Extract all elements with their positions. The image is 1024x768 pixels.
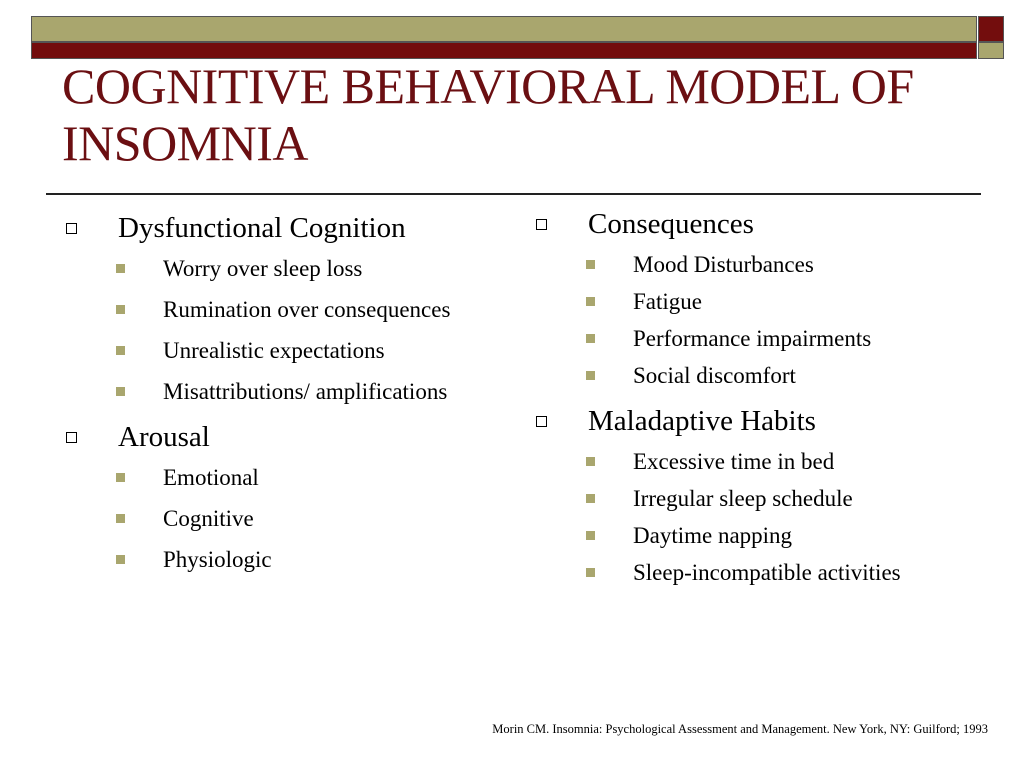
square-bullet-icon [586, 260, 595, 269]
list-item [586, 248, 992, 282]
square-bullet-icon [586, 457, 595, 466]
square-bullet-icon [116, 514, 125, 523]
list-item [116, 502, 502, 536]
list-item [116, 293, 502, 327]
square-bullet-icon [116, 473, 125, 482]
sub-list [62, 252, 502, 409]
header-red-bar [31, 42, 977, 59]
left-column [62, 210, 502, 587]
header-red-square [978, 16, 1004, 42]
list-item-text: Mood Disturbances [633, 252, 814, 277]
list-item-text: Physiologic [163, 547, 272, 572]
square-bullet-icon [586, 297, 595, 306]
sub-list [532, 445, 992, 590]
list-item-text: Worry over sleep loss [163, 256, 363, 281]
bullet-heading: Consequences [588, 208, 754, 240]
square-bullet-icon [586, 568, 595, 577]
list-item-text: Daytime napping [633, 523, 793, 548]
square-bullet-icon [586, 371, 595, 380]
list-item [586, 359, 992, 393]
hollow-square-bullet-icon [536, 416, 547, 427]
list-item-text: Cognitive [163, 506, 254, 531]
hollow-square-bullet-icon [66, 432, 77, 443]
list-item-text: Emotional [163, 465, 259, 490]
bullet-consequences [532, 206, 992, 242]
bullet-maladaptive-habits [532, 403, 992, 439]
hollow-square-bullet-icon [66, 223, 77, 234]
hollow-square-bullet-icon [536, 219, 547, 230]
list-item-text: Unrealistic expectations [163, 338, 385, 363]
list-item [116, 375, 502, 409]
list-item [586, 322, 992, 356]
list-item-text: Rumination over consequences [163, 297, 451, 322]
header-olive-bar [31, 16, 977, 42]
list-item-text: Sleep-incompatible activities [633, 560, 901, 585]
list-item [586, 519, 992, 553]
list-item [116, 252, 502, 286]
list-item [116, 461, 502, 495]
bullet-heading: Maladaptive Habits [588, 405, 816, 437]
square-bullet-icon [586, 494, 595, 503]
square-bullet-icon [586, 334, 595, 343]
square-bullet-icon [116, 555, 125, 564]
square-bullet-icon [586, 531, 595, 540]
list-item-text: Irregular sleep schedule [633, 486, 853, 511]
list-item-text: Fatigue [633, 289, 702, 314]
title-divider [46, 193, 981, 195]
list-item [116, 543, 502, 577]
bullet-heading: Dysfunctional Cognition [118, 212, 406, 244]
header-olive-square [978, 42, 1004, 59]
bullet-arousal [62, 419, 502, 455]
list-item [586, 285, 992, 319]
list-item-text: Social discomfort [633, 363, 796, 388]
square-bullet-icon [116, 387, 125, 396]
list-item [586, 445, 992, 479]
slide-title: COGNITIVE BEHAVIORAL MODEL OF INSOMNIA [62, 58, 914, 171]
list-item-text: Performance impairments [633, 326, 872, 351]
list-item [586, 482, 992, 516]
list-item [586, 556, 992, 590]
sub-list [62, 461, 502, 577]
square-bullet-icon [116, 346, 125, 355]
square-bullet-icon [116, 264, 125, 273]
sub-list [532, 248, 992, 393]
bullet-dysfunctional-cognition [62, 210, 502, 246]
list-item [116, 334, 502, 368]
square-bullet-icon [116, 305, 125, 314]
citation-footnote: Morin CM. Insomnia: Psychological Assessment and Management. New York, NY: Guilford; 1993 [492, 722, 988, 736]
bullet-heading: Arousal [118, 421, 210, 453]
list-item-text: Excessive time in bed [633, 449, 835, 474]
list-item-text: Misattributions/ amplifications [163, 379, 448, 404]
right-column [532, 206, 992, 600]
